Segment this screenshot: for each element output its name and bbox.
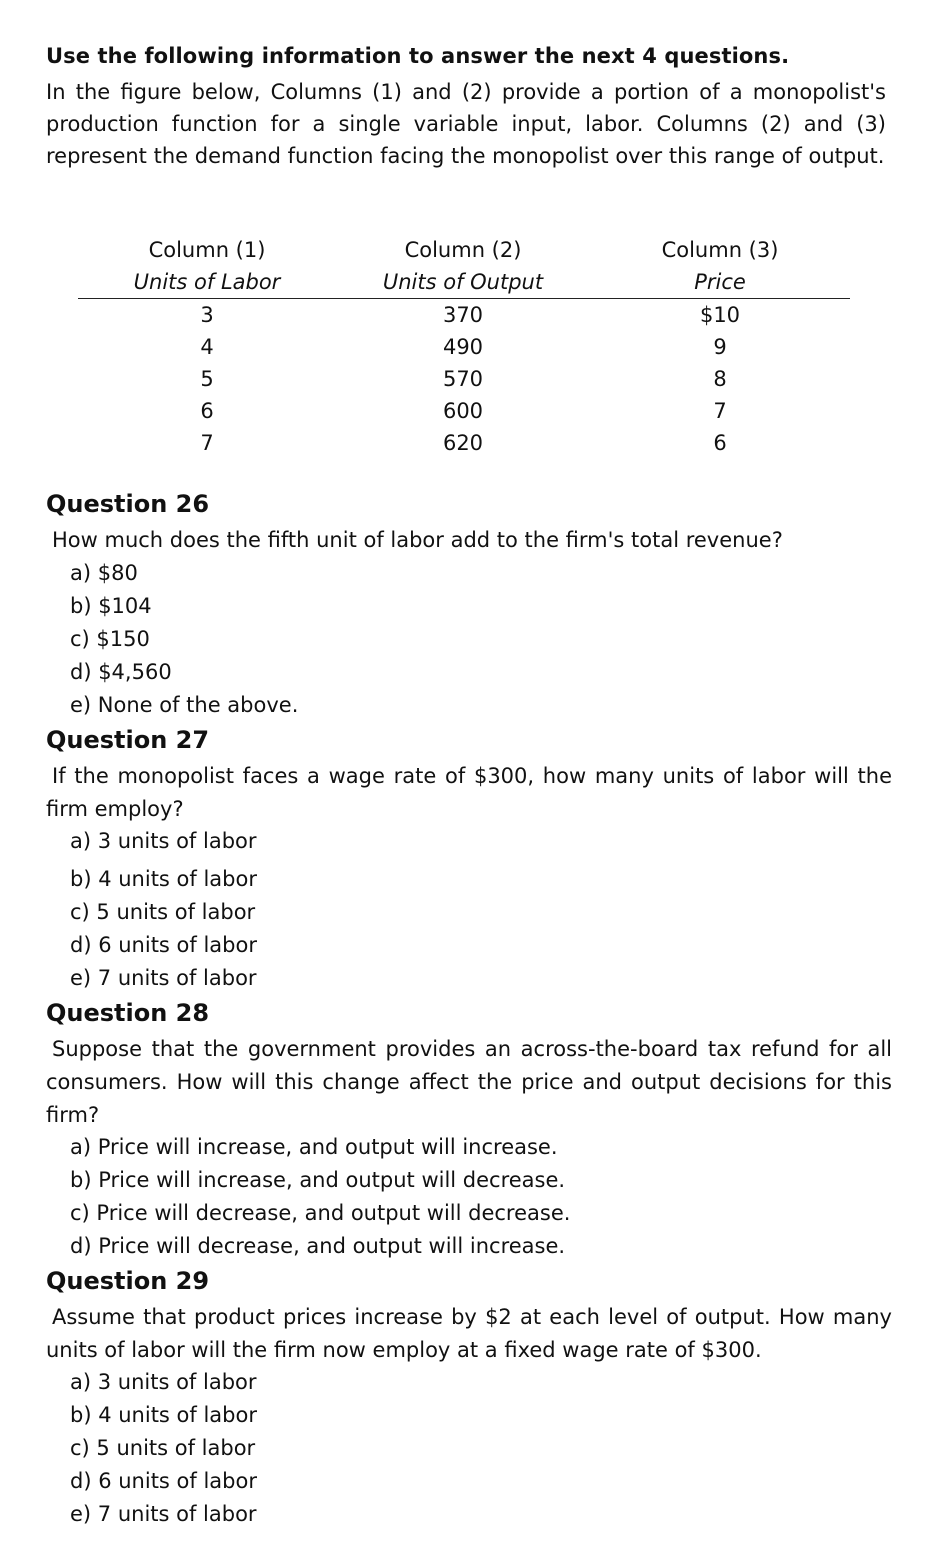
column-2-title: Column (2)	[404, 238, 522, 262]
intro-heading: Use the following information to answer the next 4 questions.	[46, 44, 790, 68]
production-demand-table	[78, 234, 850, 459]
column-1-subtitle: Units of Labor	[78, 266, 336, 299]
table-cell: 370	[442, 303, 484, 327]
question-29-option-d: d) 6 units of labor	[70, 1469, 257, 1493]
question-26-option-e: e) None of the above.	[70, 693, 299, 717]
table-row	[78, 363, 850, 395]
table-cell: 6	[713, 431, 727, 455]
table-cell: 3	[200, 303, 214, 327]
table-header-row	[78, 234, 850, 266]
column-3-title: Column (3)	[661, 238, 779, 262]
question-26-text: How much does the fifth unit of labor add to the firm's total revenue?	[52, 528, 783, 552]
table-cell: 4	[200, 335, 214, 359]
question-28-option-b: b) Price will increase, and output will decrease.	[70, 1168, 566, 1192]
question-29-option-a: a) 3 units of labor	[70, 1370, 257, 1394]
question-29-title: Question 29	[46, 1267, 210, 1295]
question-26-option-b: b) $104	[70, 594, 152, 618]
question-27-option-d: d) 6 units of labor	[70, 933, 257, 957]
question-27-text: If the monopolist faces a wage rate of $300, how many units of labor will the firm employ?	[46, 764, 892, 821]
table-subheader-row	[78, 266, 850, 299]
table-cell: $10	[699, 303, 741, 327]
table-row	[78, 395, 850, 427]
question-26-option-c: c) $150	[70, 627, 150, 651]
question-29-option-c: c) 5 units of labor	[70, 1436, 256, 1460]
question-27-option-c: c) 5 units of labor	[70, 900, 256, 924]
question-28-option-c: c) Price will decrease, and output will decrease.	[70, 1201, 571, 1225]
table-cell: 5	[200, 367, 214, 391]
table-row	[78, 427, 850, 459]
question-29-option-b: b) 4 units of labor	[70, 1403, 257, 1427]
table-cell: 6	[200, 399, 214, 423]
question-28-option-d: d) Price will decrease, and output will increase.	[70, 1234, 566, 1258]
question-27-option-a: a) 3 units of labor	[70, 829, 257, 853]
table-cell: 620	[442, 431, 484, 455]
question-28-option-a: a) Price will increase, and output will increase.	[70, 1135, 558, 1159]
table-row	[78, 299, 850, 332]
table-cell: 7	[200, 431, 214, 455]
table-cell: 9	[713, 335, 727, 359]
table-row	[78, 331, 850, 363]
question-29-option-e: e) 7 units of labor	[70, 1502, 257, 1526]
question-28-title: Question 28	[46, 999, 210, 1027]
question-29-text: Assume that product prices increase by $2 at each level of output. How many units of labor will the firm now employ at a fixed wage rate of $300.	[46, 1305, 892, 1362]
column-2-subtitle: Units of Output	[336, 266, 590, 299]
question-26-option-d: d) $4,560	[70, 660, 172, 684]
question-27-option-e: e) 7 units of labor	[70, 966, 257, 990]
table-cell: 570	[442, 367, 484, 391]
table-cell: 8	[713, 367, 727, 391]
question-28-text: Suppose that the government provides an across-the-board tax refund for all consumers. How will this change affect the price and output decisions for this firm?	[46, 1037, 892, 1127]
table-cell: 600	[442, 399, 484, 423]
question-26-option-a: a) $80	[70, 561, 138, 585]
question-27-title: Question 27	[46, 726, 210, 754]
table-cell: 7	[713, 399, 727, 423]
question-26-title: Question 26	[46, 490, 210, 518]
intro-paragraph: In the figure below, Columns (1) and (2) provide a portion of a monopolist's production function for a single variable input, labor. Columns (2) and (3) represent the demand function facing the monopolist over this range of output.	[46, 80, 886, 168]
column-3-subtitle: Price	[590, 266, 850, 299]
column-1-title: Column (1)	[148, 238, 266, 262]
question-27-option-b: b) 4 units of labor	[70, 867, 257, 891]
table-cell: 490	[442, 335, 484, 359]
